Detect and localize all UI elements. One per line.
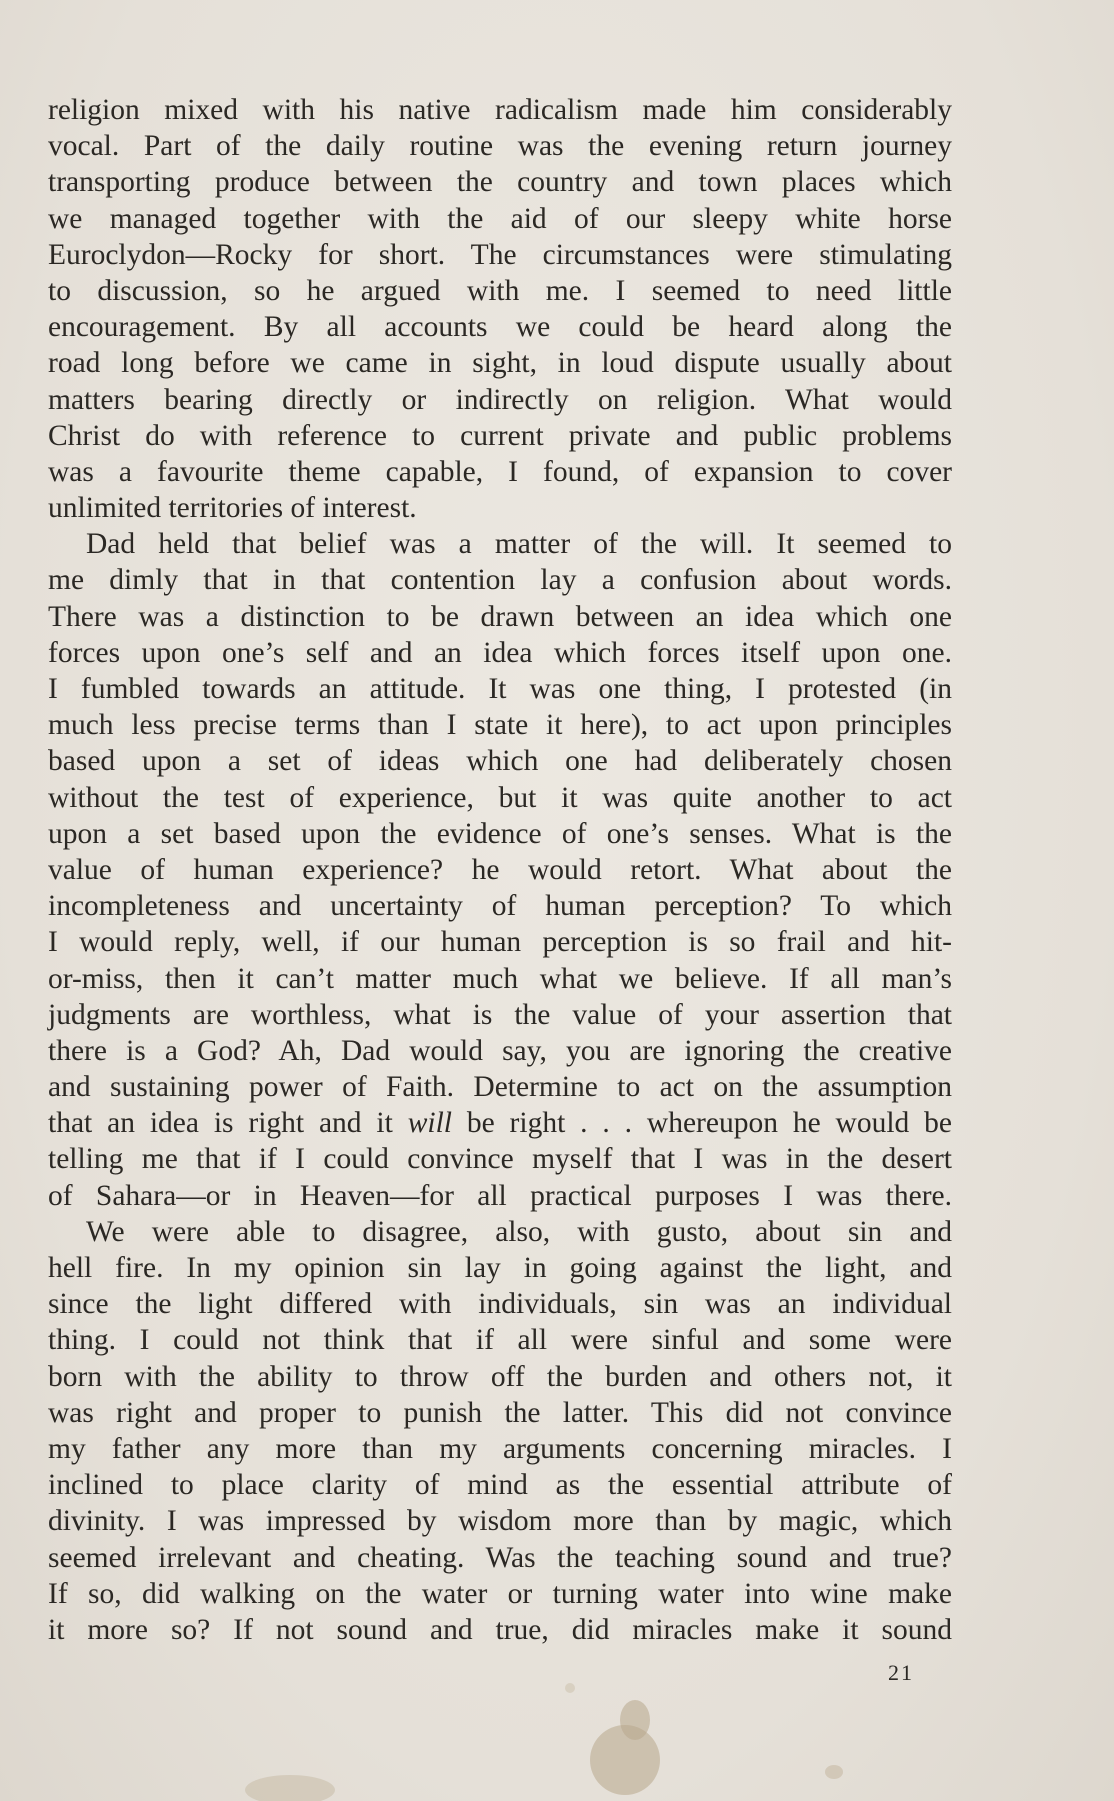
- text-line: hell fire. In my opinion sin lay in going against the light, and: [48, 1252, 952, 1284]
- paper-stain: [245, 1775, 335, 1801]
- text-line: to discussion, so he argued with me. I seemed to need little: [48, 274, 952, 307]
- text-line: me dimly that in that contention lay a confusion about words.: [48, 564, 952, 597]
- text-line: transporting produce between the country and town places which: [48, 166, 952, 199]
- text-line: divinity. I was impressed by wisdom more than by magic, which: [48, 1505, 952, 1538]
- text-line: my father any more than my arguments concerning miracles. I: [48, 1432, 952, 1465]
- text-line: upon a set based upon the evidence of one’s senses. What is the: [48, 817, 952, 850]
- text-line: judgments are worthless, what is the value of your assertion that: [48, 998, 952, 1031]
- text-line: was a favourite theme capable, I found, of expansion to cover: [48, 455, 952, 488]
- text-line: encouragement. By all accounts we could be heard along the: [48, 311, 952, 344]
- text-line: value of human experience? he would retort. What about the: [48, 853, 952, 886]
- text-line: based upon a set of ideas which one had deliberately chosen: [48, 745, 952, 778]
- text-line: There was a distinction to be drawn between an idea which one: [48, 600, 952, 633]
- text-line: forces upon one’s self and an idea which forces itself upon one.: [48, 636, 952, 669]
- page-number: 21: [888, 1660, 914, 1685]
- text-line: born with the ability to throw off the burden and others not, it: [48, 1360, 952, 1393]
- text-line: [48, 1105, 952, 1141]
- text-line: without the test of experience, but it was quite another to act: [48, 781, 952, 814]
- text-line: inclined to place clarity of mind as the essential attribute of: [48, 1469, 952, 1502]
- paper-stain: [620, 1700, 650, 1740]
- text-line: thing. I could not think that if all were sinful and some were: [48, 1324, 952, 1357]
- text-line: Christ do with reference to current private and public problems: [48, 419, 952, 452]
- text-line: We were able to disagree, also, with gusto, about sin and: [86, 1215, 952, 1248]
- text-line: we managed together with the aid of our sleepy white horse: [48, 202, 952, 235]
- text-line: there is a God? Ah, Dad would say, you are ignoring the creative: [48, 1034, 952, 1067]
- text-line: Dad held that belief was a matter of the will. It seemed to: [86, 528, 952, 561]
- text-line: of Sahara—or in Heaven—for all practical purposes I was there.: [48, 1179, 952, 1212]
- text-line: seemed irrelevant and cheating. Was the teaching sound and true?: [48, 1541, 952, 1574]
- text-line: vocal. Part of the daily routine was the evening return journey: [48, 130, 952, 163]
- text-line: Euroclydon—Rocky for short. The circumstances were stimulating: [48, 238, 952, 271]
- text-line: incompleteness and uncertainty of human perception? To which: [48, 890, 952, 923]
- text-line: I would reply, well, if our human perception is so frail and hit-: [48, 926, 952, 959]
- paper-stain: [565, 1683, 575, 1693]
- paper-stain: [825, 1765, 843, 1779]
- text-line: I fumbled towards an attitude. It was one thing, I protested (in: [48, 673, 952, 705]
- text-line: religion mixed with his native radicalism made him considerably: [48, 94, 952, 126]
- text-line: much less precise terms than I state it here), to act upon principles: [48, 709, 952, 742]
- text-line: telling me that if I could convince myself that I was in the desert: [48, 1143, 952, 1176]
- body-text: [48, 92, 952, 1648]
- text-line: matters bearing directly or indirectly on religion. What would: [48, 383, 952, 416]
- text-line: unlimited territories of interest.: [48, 492, 417, 525]
- text-segment: that an idea is right and it: [48, 1107, 408, 1140]
- emphasis: will: [407, 1107, 452, 1140]
- text-line: since the light differed with individuals, sin was an individual: [48, 1288, 952, 1321]
- text-line: and sustaining power of Faith. Determine to act on the assumption: [48, 1071, 952, 1104]
- text-line: or-miss, then it can’t matter much what we believe. If all man’s: [48, 962, 952, 995]
- text-line: road long before we came in sight, in loud dispute usually about: [48, 347, 952, 380]
- text-segment: be right . . . whereupon he would be: [451, 1107, 953, 1140]
- text-line: was right and proper to punish the latter. This did not convince: [48, 1396, 952, 1429]
- text-line: If so, did walking on the water or turning water into wine make: [48, 1577, 952, 1610]
- text-line: it more so? If not sound and true, did miracles make it sound: [48, 1613, 952, 1646]
